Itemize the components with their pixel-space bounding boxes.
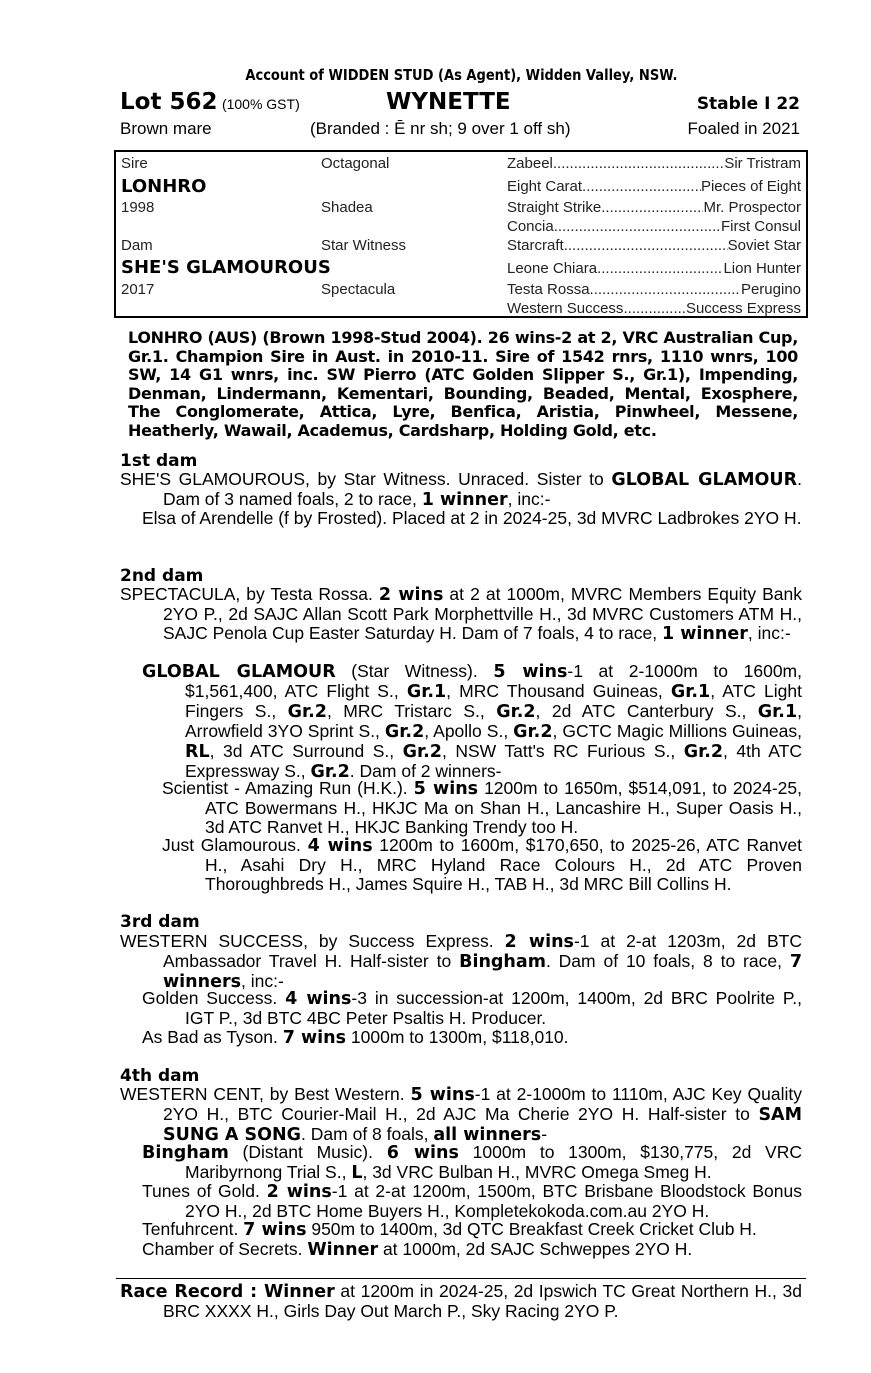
text: . Dam of 2 winners- — [349, 761, 502, 781]
bold-text: 5 wins — [413, 779, 479, 799]
bold-text: RL — [185, 742, 210, 762]
race-record-label: Race Record : Winner — [120, 1282, 335, 1302]
ancestor-left: Straight Strike — [507, 199, 602, 216]
fourth-dam-foal-tenfuhrcent — [142, 1220, 802, 1240]
ancestor-right: First Consul — [720, 218, 801, 235]
text: , 3d VRC Bulban H., MVRC Omega Smeg H. — [362, 1162, 712, 1182]
bold-text: all winners — [433, 1125, 542, 1145]
ancestor-left: Starcraft — [507, 237, 564, 254]
dam-sire: Star Witness — [321, 237, 407, 254]
bold-text: GLOBAL GLAMOUR — [611, 470, 798, 490]
bold-text: Gr.1 — [757, 702, 798, 722]
ancestor-left: Leone Chiara — [507, 260, 598, 277]
bold-text: Bingham — [459, 952, 546, 972]
bold-text: 5 wins — [410, 1085, 475, 1105]
text: at 2 at 1000m, MVRC Members Equity Bank 2YO P., 2d SAJC Allan Scott Park Morphettville H., 3d MVRC Customers ATM H., SAJC Penola Cup Easter Saturday H. Dam of 7 foals, 4 to race, — [163, 584, 803, 643]
text: , inc:- — [507, 489, 551, 509]
bold-text: Winner — [307, 1240, 379, 1260]
text: WESTERN CENT, by Best Western. — [120, 1084, 411, 1104]
bold-text: 1 winner — [662, 624, 748, 644]
text: , MRC Tristarc S., — [326, 701, 497, 721]
second-dam-foal-global-glamour — [142, 662, 802, 782]
text: (Distant Music). — [228, 1142, 387, 1162]
lot-label: Lot 562 — [120, 89, 218, 115]
text: at 1000m, 2d SAJC Schweppes 2YO H. — [378, 1239, 693, 1259]
text: -1 at 2-1000m to 1600m, $1,561,400, ATC Flight S., — [185, 661, 802, 701]
third-dam-foal-as-bad-as-tyson — [142, 1028, 802, 1048]
ancestor-right: Mr. Prospector — [703, 199, 801, 216]
bold-text: 2 wins — [378, 585, 444, 605]
text: 1000m to 1300m, $118,010. — [346, 1027, 569, 1047]
bold-text: Gr.2 — [402, 742, 442, 762]
stable-number: Stable I 22 — [696, 94, 800, 114]
second-dam-grandfoal-just-glamourous — [162, 836, 802, 894]
text: -3 in succession-at 1200m, 1400m, 2d BRC Poolrite P., IGT P., 3d BTC 4BC Peter Psaltis H. Producer. — [185, 988, 802, 1028]
bold-text: 2 wins — [266, 1182, 332, 1202]
fourth-dam-heading: 4th dam — [120, 1066, 200, 1086]
fourth-dam-foal-tunes-of-gold — [142, 1182, 802, 1221]
bold-text: 6 wins — [386, 1143, 459, 1163]
ancestor-row — [507, 155, 801, 172]
ancestor-left: Concia — [507, 218, 554, 235]
text: , Arrowfield 3YO Sprint S., — [185, 701, 802, 741]
dam-year: 2017 — [121, 281, 155, 298]
dam-label: Dam — [121, 237, 153, 254]
ancestor-right: Perugino — [740, 281, 801, 298]
ancestor-right: Soviet Star — [727, 237, 801, 254]
text: Scientist - Amazing Run (H.K.). — [162, 778, 414, 798]
text: . Dam of 8 foals, — [301, 1124, 434, 1144]
text: , ATC Light Fingers S., — [185, 681, 802, 721]
bold-text: Bingham — [142, 1143, 229, 1163]
brand-note: (Branded : Ē nr sh; 9 over 1 off sh) — [310, 119, 571, 138]
ancestor-right: Sir Tristram — [724, 155, 801, 172]
first-dam-entry — [120, 470, 802, 510]
sire-sire: Octagonal — [321, 155, 390, 172]
fourth-dam-foal-chamber-of-secrets — [142, 1240, 802, 1260]
text: -1 at 2-at 1203m, 2d BTC Ambassador Travel H. Half-sister to — [163, 931, 802, 971]
bold-text: Gr.2 — [513, 722, 553, 742]
vendor-account: Account of WIDDEN STUD (As Agent), Widden Valley, NSW. — [245, 66, 678, 84]
text: Just Glamourous. — [162, 835, 308, 855]
bold-text: Gr.1 — [406, 682, 447, 702]
sex-colour: Brown mare — [120, 119, 212, 138]
sire-name: LONHRO — [121, 176, 207, 197]
first-dam-foal: Elsa of Arendelle (f by Frosted). Placed at 2 in 2024-25, 3d MVRC Ladbrokes 2YO H. — [142, 508, 802, 528]
ancestor-row — [507, 218, 801, 235]
text: -1 at 2-at 1200m, 1500m, BTC Brisbane Bloodstock Bonus 2YO H., 2d BTC Home Buyers H., Kompletekokoda.com.au 2YO H. — [185, 1181, 802, 1221]
bold-text: Gr.2 — [384, 722, 425, 742]
pedigree-table — [114, 150, 808, 318]
text: , NSW Tatt's RC Furious S., — [441, 741, 684, 761]
second-dam-heading: 2nd dam — [120, 566, 204, 586]
third-dam-foal-golden-success — [142, 989, 802, 1028]
gst-note: (100% GST) — [221, 96, 300, 112]
bold-text: 5 wins — [493, 662, 568, 682]
text: , 3d ATC Surround S., — [209, 741, 403, 761]
dam-name: SHE'S GLAMOUROUS — [121, 257, 331, 278]
ancestor-row — [507, 199, 801, 216]
text: Tunes of Gold. — [142, 1181, 267, 1201]
text: Tenfuhrcent. — [142, 1219, 244, 1239]
ancestor-left: Eight Carat — [507, 178, 583, 195]
bold-text: 7 wins — [282, 1028, 347, 1048]
text: -1 at 2-1000m to 1110m, AJC Key Quality 2YO H., BTC Courier-Mail H., 2d AJC Ma Cherie 2YO H. Half-sister to — [163, 1084, 802, 1124]
text: 1000m to 1300m, $130,775, 2d VRC Maribyrnong Trial S., — [185, 1142, 802, 1182]
text: - — [541, 1124, 548, 1144]
first-dam-heading: 1st dam — [120, 451, 198, 471]
ancestor-row — [507, 260, 801, 277]
ancestor-right: Lion Hunter — [723, 260, 801, 277]
sire-label: Sire — [121, 155, 148, 172]
ancestor-left: Western Success — [507, 300, 624, 317]
lot-number — [120, 89, 300, 115]
fourth-dam-entry — [120, 1085, 802, 1145]
ancestor-left: Zabeel — [507, 155, 553, 172]
second-dam-grandfoal-scientist — [162, 779, 802, 837]
text: , inc:- — [747, 623, 791, 643]
text: Golden Success. — [142, 988, 286, 1008]
bold-text: L — [351, 1163, 363, 1183]
bold-text: 4 wins — [307, 836, 373, 856]
third-dam-heading: 3rd dam — [120, 912, 200, 932]
foaled-year: Foaled in 2021 — [687, 119, 800, 138]
text: As Bad as Tyson. — [142, 1027, 283, 1047]
dam-dam: Spectacula — [321, 281, 396, 298]
bold-text: 7 winners — [163, 952, 803, 992]
bold-text: Gr.2 — [496, 702, 536, 722]
bold-text: Gr.2 — [683, 742, 724, 762]
ancestor-row — [507, 237, 801, 254]
divider — [116, 1278, 806, 1279]
text: WESTERN SUCCESS, by Success Express. — [120, 931, 505, 951]
text: , GCTC Magic Millions Guineas, — [552, 721, 802, 741]
race-record — [120, 1282, 802, 1321]
ancestor-row — [507, 300, 801, 317]
text: , MRC Thousand Guineas, — [446, 681, 671, 701]
third-dam-entry — [120, 932, 802, 992]
bold-text: SAM SUNG A SONG — [163, 1105, 802, 1145]
horse-name: WYNETTE — [386, 89, 511, 115]
sire-dam: Shadea — [321, 199, 373, 216]
text: , 4th ATC Expressway S., — [185, 741, 802, 781]
bold-text: Gr.1 — [670, 682, 711, 702]
text: (Star Witness). — [335, 661, 494, 681]
bold-text: Gr.2 — [287, 702, 327, 722]
text: , 2d ATC Canterbury S., — [535, 701, 758, 721]
text: 1200m to 1600m, $170,650, to 2025-26, ATC Ranvet H., Asahi Dry H., MRC Hyland Race Colours H., 2d ATC Proven Thoroughbreds H., James Squire H., TAB H., 3d MRC Bill Collins H. — [205, 835, 802, 894]
fourth-dam-foal-bingham — [142, 1143, 802, 1183]
text: 1200m to 1650m, $514,091, to 2024-25, ATC Bowermans H., HKJC Ma on Shan H., Lancashire H., Super Oasis H., 3d ATC Ranvet H., HKJC Banking Trendy too H. — [205, 778, 802, 837]
sire-summary: LONHRO (AUS) (Brown 1998-Stud 2004). 26 wins-2 at 2, VRC Australian Cup, Gr.1. Champion Sire in Aust. in 2010-11. Sire of 1542 rnrs, 1110 wnrs, 100 SW, 14 G1 wnrs, inc. SW Pierro (ATC Golden Slipper S., Gr.1), Impending, Denman, Lindermann, Kementari, Bounding, Beaded, Mental, Exosphere, The Conglomerate, Attica, Lyre, Benfica, Aristia, Pinwheel, Messene, Heatherly, Wawail, Academus, Cardsharp, Holding Gold, etc. — [128, 328, 798, 440]
bold-text: 2 wins — [504, 932, 574, 952]
text: . Dam of 3 named foals, 2 to race, — [163, 469, 802, 509]
text: , Apollo S., — [424, 721, 514, 741]
race-record-text: at 1200m in 2024-25, 2d Ipswich TC Great Northern H., 3d BRC XXXX H., Girls Day Out March P., Sky Racing 2YO P. — [163, 1281, 802, 1321]
text: SHE'S GLAMOUROUS, by Star Witness. Unraced. Sister to — [120, 469, 612, 489]
second-dam-entry — [120, 585, 802, 644]
bold-text: 4 wins — [285, 989, 352, 1009]
ancestor-row — [507, 281, 801, 298]
bold-text: 1 winner — [421, 490, 508, 510]
bold-text: 7 wins — [243, 1220, 307, 1240]
text: , inc:- — [241, 971, 284, 991]
bold-text: GLOBAL GLAMOUR — [142, 662, 336, 682]
bold-text: Gr.2 — [310, 762, 350, 782]
text: . Dam of 10 foals, 8 to race, — [545, 951, 790, 971]
ancestor-left: Testa Rossa — [507, 281, 590, 298]
text: 950m to 1400m, 3d QTC Breakfast Creek Cricket Club H. — [306, 1219, 757, 1239]
ancestor-right: Pieces of Eight — [700, 178, 801, 195]
text: Chamber of Secrets. — [142, 1239, 308, 1259]
sire-year: 1998 — [121, 199, 155, 216]
text: SPECTACULA, by Testa Rossa. — [120, 584, 379, 604]
ancestor-row — [507, 178, 801, 195]
ancestor-right: Success Express — [685, 300, 801, 317]
